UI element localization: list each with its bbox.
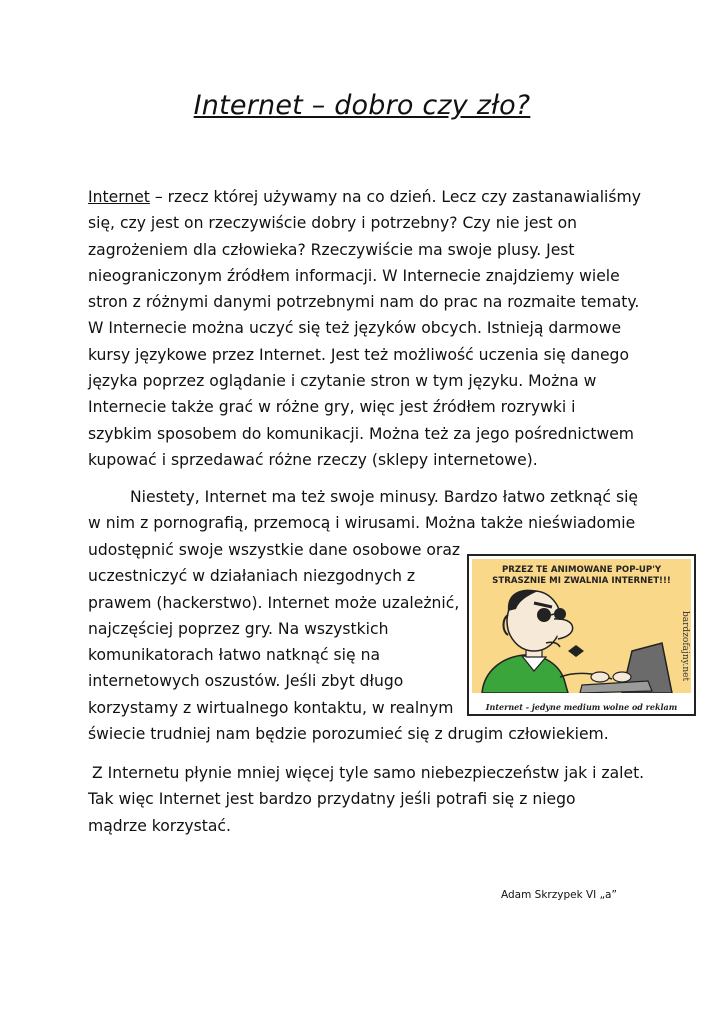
text-line: komunikatorach łatwo natknąć się na [88,646,381,665]
document-title: Internet – dobro czy zło? [193,90,531,121]
text-line: języka poprzez oglądanie i czytanie stron w tym języku. Można w [88,372,597,391]
text-line: najczęściej poprzez gry. Na wszystkich [88,619,389,638]
text-line: nieograniczonym źródłem informacji. W Internecie znajdziemy wiele [88,266,620,285]
text-line: uczestniczyć w działaniach niezgodnych z [88,567,416,586]
text-line: kursy językowe przez Internet. Jest też możliwość uczenia się danego [88,345,629,364]
text-line: mądrze korzystać. [88,816,231,835]
text-line: Internecie także grać w różne gry, więc jest źródłem rozrywki i [88,398,576,417]
speech-text: PRZEZ TE ANIMOWANE POP-UP'Y STRASZNIE MI ZWALNIA INTERNET!!! [492,565,671,586]
paragraph-minuses-wrapped [88,537,468,721]
paragraph-minuses-start [88,484,648,537]
text-line: Niestety, Internet ma też swoje minusy. Bardzo łatwo zetknąć się [130,488,639,506]
cartoon-scene [472,559,691,693]
text-line: szybkim sposobem do komunikacji. Można też za jego pośrednictwem [88,424,634,443]
text-line: Tak więc Internet jest bardzo przydatny jeśli potrafi się z niego [88,790,576,809]
text-line: Z Internetu płynie mniej więcej tyle samo niebezpieczeństw jak i zalet. [92,764,645,782]
text-line: świecie trudniej nam będzie porozumieć się z drugim człowiekiem. [88,725,609,743]
author-signature: Adam Skrzypek VI „a” [501,889,617,901]
text-line: kupować i sprzedawać różne rzeczy (sklepy internetowe). [88,450,538,469]
cartoon-caption: Internet - jedyne medium wolne od reklam [485,702,678,712]
text-line: w nim z pornografią, przemocą i wirusami. Można także nieświadomie [88,514,636,533]
text-line: korzystamy z wirtualnego kontaktu, w realnym [88,698,454,717]
paragraph-minuses-end [88,721,648,747]
paragraph-intro [88,184,648,473]
lead-word: Internet [88,188,150,206]
text-line: stron z różnymi danymi potrzebnymi nam do prac na rozmaite tematy. [88,293,640,312]
text-line: zagrożeniem dla człowieka? Rzeczywiście ma swoje plusy. Jest [88,240,575,259]
paragraph-conclusion [88,760,648,839]
text-line: internetowych oszustów. Jeśli zbyt długo [88,672,404,691]
cartoon-image [467,554,696,716]
text-line: prawem (hackerstwo). Internet może uzależnić, [88,593,460,612]
text-line: Internet – rzecz której używamy na co dzień. Lecz czy zastanawialiśmy [88,188,641,206]
text-line: udostępnić swoje wszystkie dane osobowe oraz [88,541,461,559]
watermark-text: bardzofajny.net [680,611,690,682]
text-line: się, czy jest on rzeczywiście dobry i potrzebny? Czy nie jest on [88,214,578,233]
text-line: W Internecie można uczyć się też języków obcych. Istnieją darmowe [88,319,622,338]
